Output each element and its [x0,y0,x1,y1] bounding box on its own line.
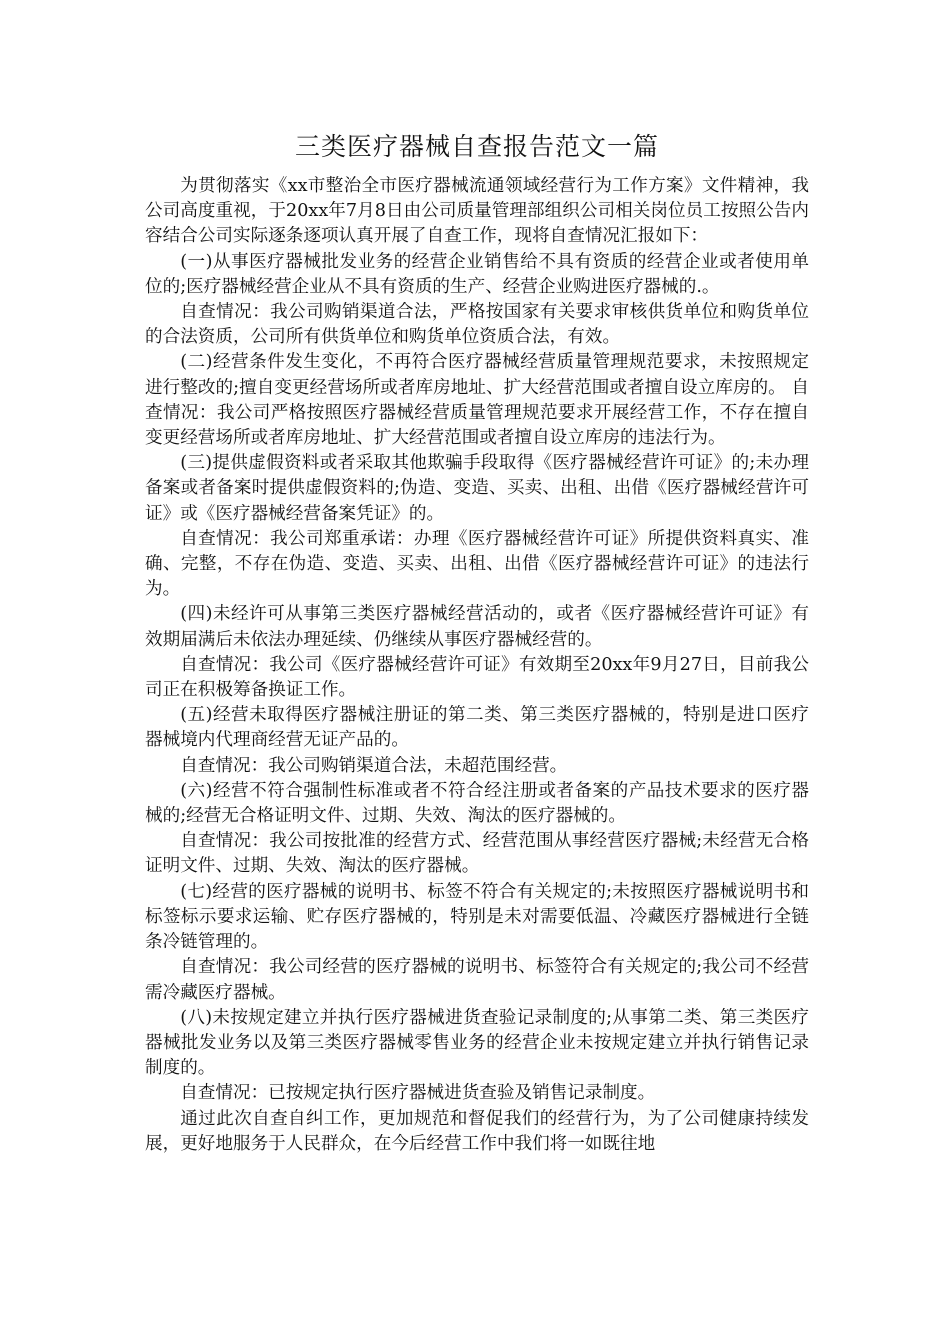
paragraph-check-5: 自查情况：我公司购销渠道合法，未超范围经营。 [180,755,568,776]
paragraph-check-7: 自查情况：我公司经营的医疗器械的说明书、标签符合有关规定的;我公司不经营需冷藏医疗器械。 [145,957,809,1003]
paragraph-item-6: (六)经营不符合强制性标准或者不符合经注册或者备案的产品技术要求的医疗器械的;经营无合格证明文件、过期、失效、淘汰的医疗器械的。 [145,780,809,827]
paragraph-check-6: 自查情况：我公司按批准的经营方式、经营范围从事经营医疗器械;未经营无合格证明文件、过期、失效、淘汰的医疗器械。 [145,831,809,877]
paragraph-check-8: 自查情况：已按规定执行医疗器械进货查验及销售记录制度。 [180,1083,656,1104]
paragraph-item-1: (一)从事医疗器械批发业务的经营企业销售给不具有资质的经营企业或者使用单位的;医疗器械经营企业从不具有资质的生产、经营企业购进医疗器械的.。 [145,251,809,297]
paragraph-check-4: 自查情况：我公司《医疗器械经营许可证》有效期至20xx年9月27日，目前我公司正在积极筹备换证工作。 [145,654,809,701]
paragraph-intro: 为贯彻落实《xx市整治全市医疗器械流通领域经营行为工作方案》文件精神，我公司高度重视，于20xx年7月8日由公司质量管理部组织公司相关岗位员工按照公告内容结合公司实际逐条逐项认真开展了自查工作，现将自查情况汇报如下： [145,176,809,247]
paragraph-item-7: (七)经营的医疗器械的说明书、标签不符合有关规定的;未按照医疗器械说明书和标签标示要求运输、贮存医疗器械的，特别是未对需要低温、冷藏医疗器械进行全链条冷链管理的。 [145,881,809,953]
paragraph-conclusion: 通过此次自查自纠工作，更加规范和督促我们的经营行为，为了公司健康持续发展，更好地服务于人民群众，在今后经营工作中我们将一如既往地 [145,1108,809,1154]
paragraph-item-3: (三)提供虚假资料或者采取其他欺骗手段取得《医疗器械经营许可证》的;未办理备案或者备案时提供虚假资料的;伪造、变造、买卖、出租、出借《医疗器械经营许可证》或《医疗器械经营备案凭证》的。 [145,453,809,524]
paragraph-item-5: (五)经营未取得医疗器械注册证的第二类、第三类医疗器械的，特别是进口医疗器械境内代理商经营无证产品的。 [145,705,809,751]
document-body [145,174,809,1157]
paragraph-check-3: 自查情况：我公司郑重承诺：办理《医疗器械经营许可证》所提供资料真实、准确、完整，不存在伪造、变造、买卖、出租、出借《医疗器械经营许可证》的违法行为。 [145,528,809,600]
paragraph-item-8: (八)未按规定建立并执行医疗器械进货查验记录制度的;从事第二类、第三类医疗器械批发业务以及第三类医疗器械零售业务的经营企业未按规定建立并执行销售记录制度的。 [145,1007,809,1079]
document-page [145,130,809,1157]
document-title: 三类医疗器械自查报告范文一篇 [294,132,659,161]
paragraph-check-1: 自查情况：我公司购销渠道合法，严格按国家有关要求审核供货单位和购货单位的合法资质，公司所有供货单位和购货单位资质合法，有效。 [145,302,809,348]
paragraph-item-4: (四)未经许可从事第三类医疗器械经营活动的，或者《医疗器械经营许可证》有效期届满后未依法办理延续、仍继续从事医疗器械经营的。 [145,604,809,650]
paragraph-item-2: (二)经营条件发生变化，不再符合医疗器械经营质量管理规范要求，未按照规定进行整改的;擅自变更经营场所或者库房地址、扩大经营范围或者擅自设立库房的。 自查情况：我公司严格按照医疗器械经营质量管理规范要求开展经营工作，不存在擅自变更经营场所或者库房地址、扩大经营范围或者擅自设立库房的违法行为。 [145,352,809,449]
